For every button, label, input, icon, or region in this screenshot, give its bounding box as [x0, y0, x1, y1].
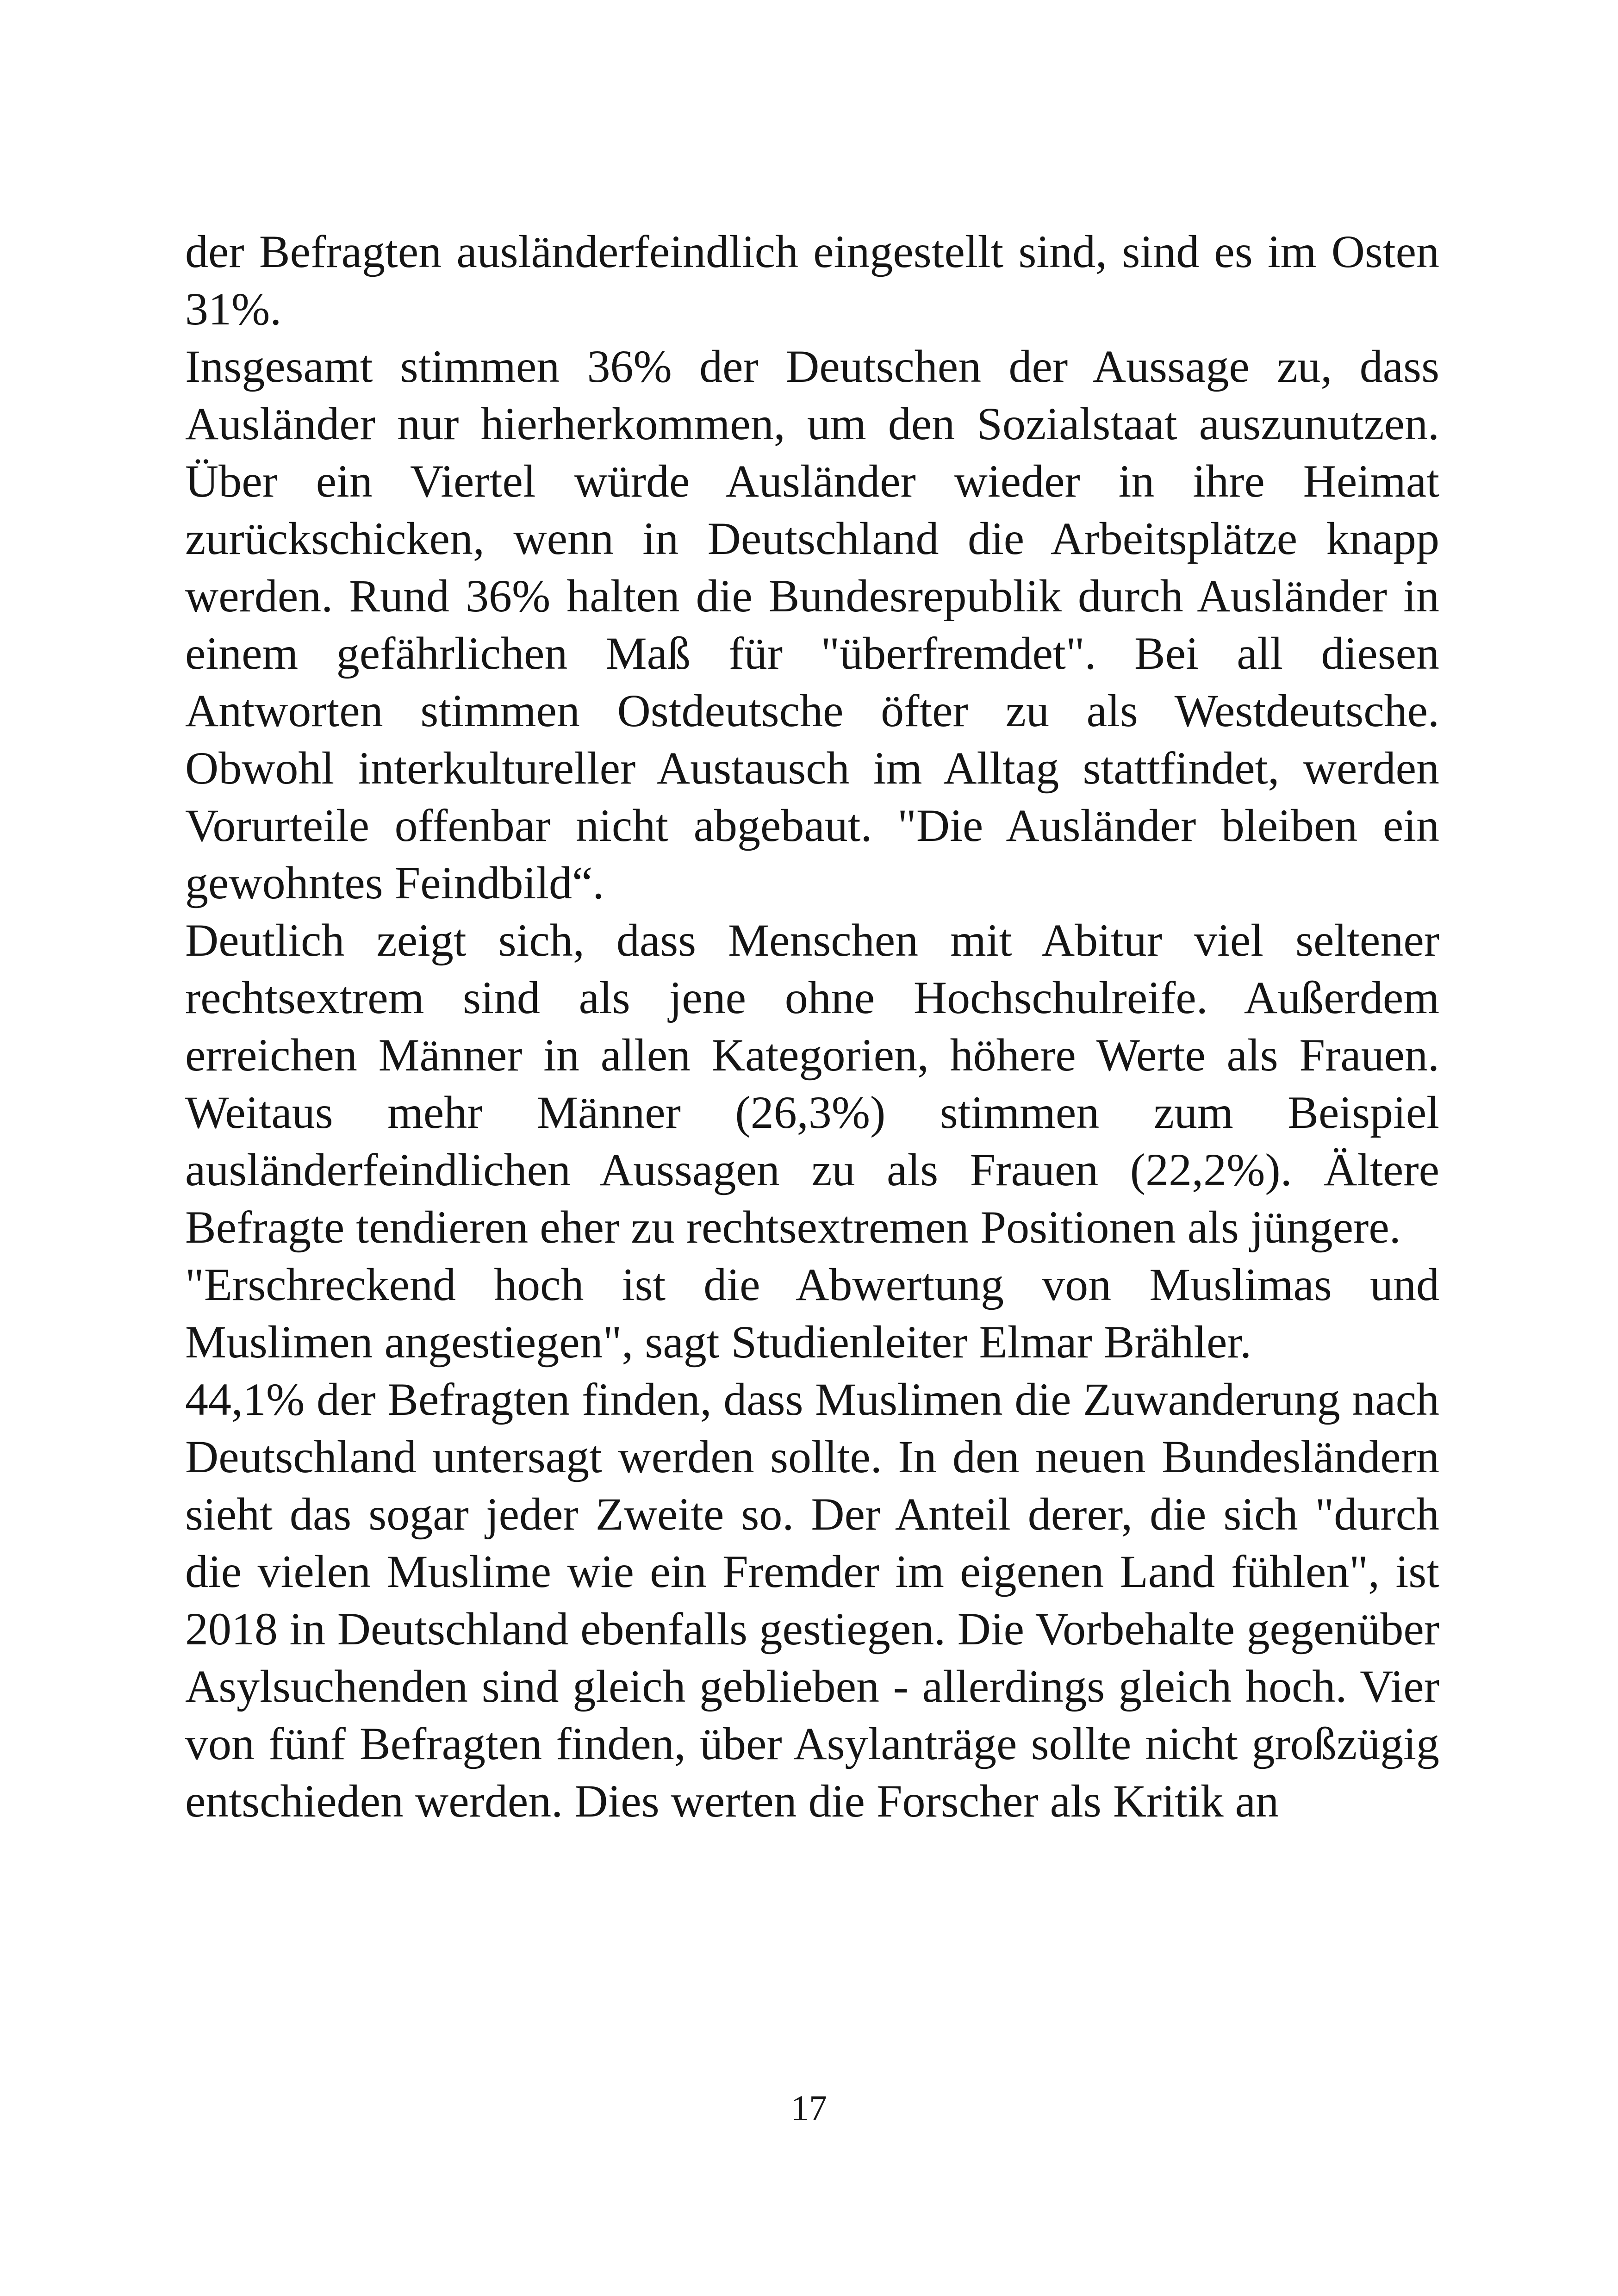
body-text: [185, 223, 1439, 1830]
paragraph-2: Insgesamt stimmen 36% der Deutschen der Aussage zu, dass Ausländer nur hierherkommen, um den Sozialstaat auszunutzen. Über ein Viertel würde Ausländer wieder in ihre Heimat zurückschicken, wenn in Deutschland die Arbeitsplätze knapp werden. Rund 36% halten die Bundesrepublik durch Ausländer in einem gefährlichen Maß für "überfremdet". Bei all diesen Antworten stimmen Ostdeutsche öfter zu als Westdeutsche. Obwohl interkultureller Austausch im Alltag stattfindet, werden Vorurteile offenbar nicht abgebaut. "Die Ausländer bleiben ein gewohntes Feindbild“.: [185, 341, 1439, 908]
paragraph-1: der Befragten ausländerfeindlich eingestellt sind, sind es im Osten 31%.: [185, 226, 1439, 335]
page-number: 17: [791, 2088, 827, 2128]
paragraph-4: "Erschreckend hoch ist die Abwertung von Muslimas und Muslimen angestiegen", sagt Studienleiter Elmar Brähler.: [185, 1259, 1439, 1368]
paragraph-3: Deutlich zeigt sich, dass Menschen mit Abitur viel seltener rechtsextrem sind als jene ohne Hochschulreife. Außerdem erreichen Männer in allen Kategorien, höhere Werte als Frauen. Weitaus mehr Männer (26,3%) stimmen zum Beispiel ausländerfeindlichen Aussagen zu als Frauen (22,2%). Ältere Befragte tendieren eher zu rechtsextremen Positionen als jüngere.: [185, 915, 1439, 1253]
paragraph-5: 44,1% der Befragten finden, dass Muslimen die Zuwanderung nach Deutschland untersagt werden sollte. In den neuen Bundesländern sieht das sogar jeder Zweite so. Der Anteil derer, die sich "durch die vielen Muslime wie ein Fremder im eigenen Land fühlen", ist 2018 in Deutschland ebenfalls gestiegen. Die Vorbehalte gegenüber Asylsuchenden sind gleich geblieben - allerdings gleich hoch. Vier von fünf Befragten finden, über Asylanträge sollte nicht großzügig entschieden werden. Dies werten die Forscher als Kritik an: [185, 1374, 1439, 1827]
